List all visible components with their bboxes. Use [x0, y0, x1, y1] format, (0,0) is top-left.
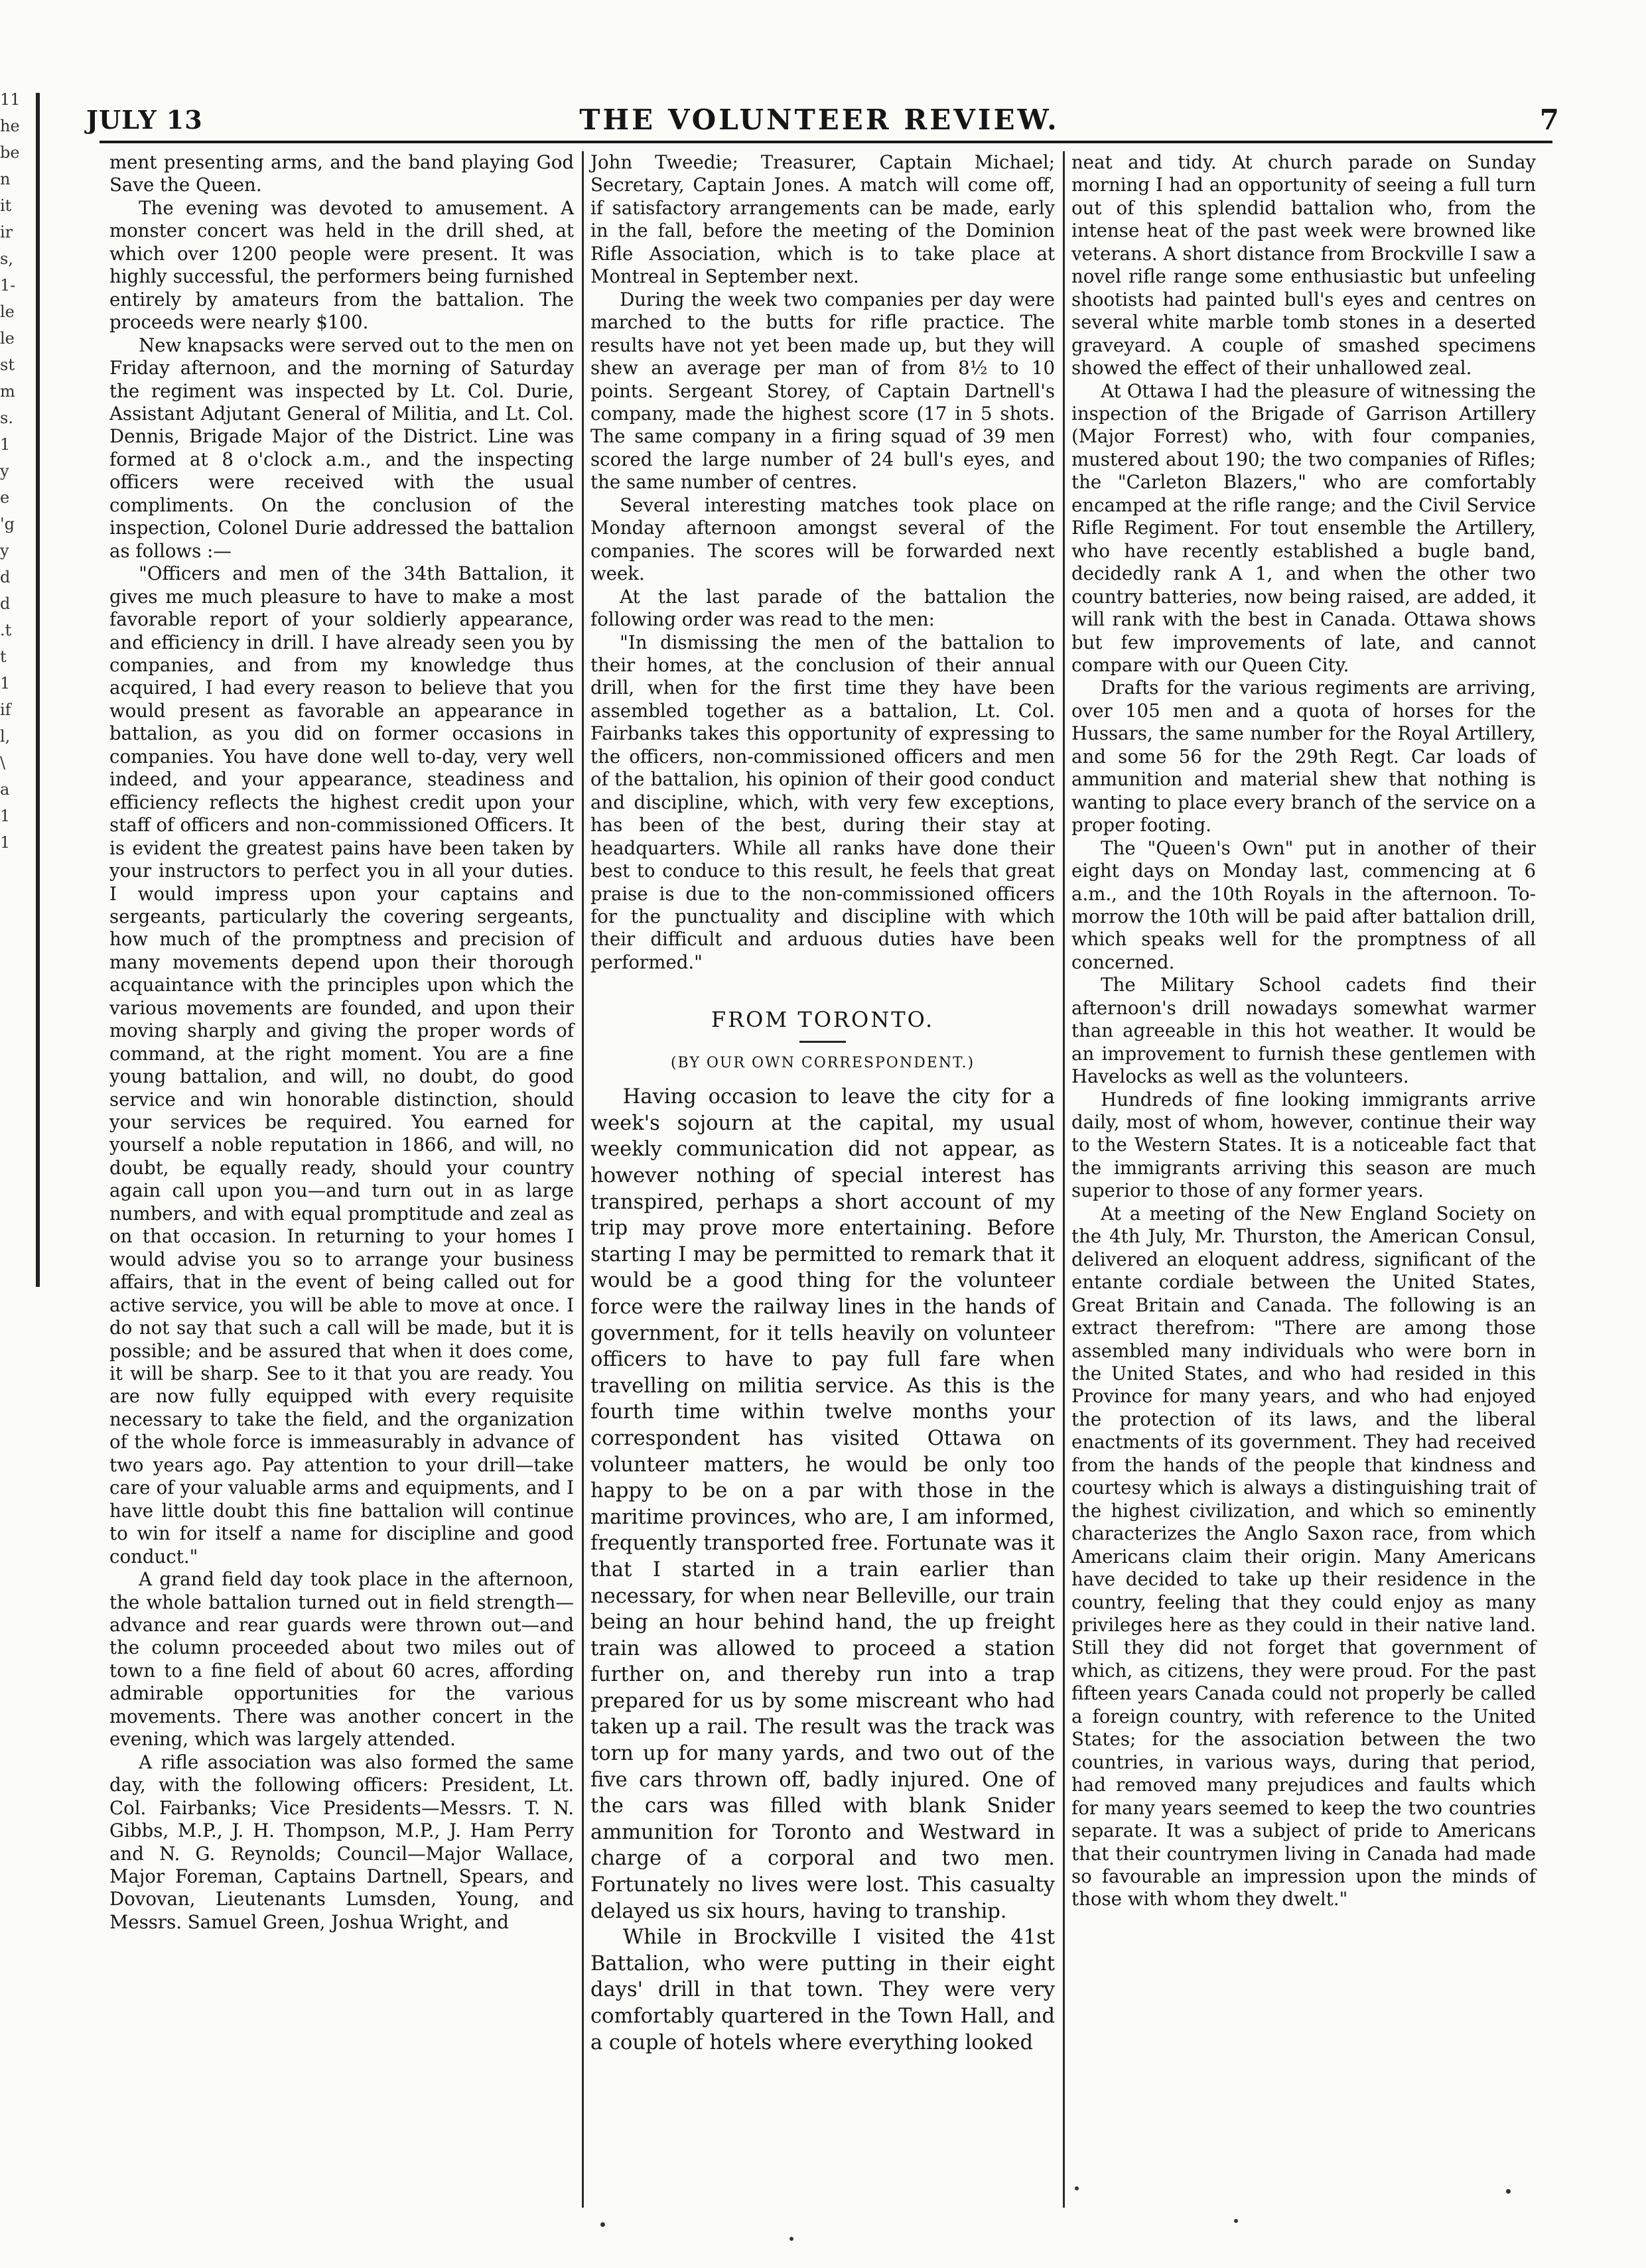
- paragraph: "In dismissing the men of the battalion to their homes, at the conclusion of their annual drill, when for the first time they have been assembled together as a battalion, Lt. Col. Fairbanks takes this opportunity of expressing to the officers, non-commissioned officers and men of the battalion, his opinion of their good conduct and discipline, which, with very few exceptions, has been of the best, during their stay at headquarters. While all ranks have done their best to conduce to this result, he feels that great praise is due to the non-commissioned officers for the punctuality and discipline with which their difficult and arduous duties have been performed.": [590, 631, 1055, 973]
- margin-fragment: 1: [0, 674, 11, 693]
- margin-fragment: s,: [0, 249, 13, 268]
- margin-fragment: 1: [0, 807, 11, 825]
- margin-fragment: 'g: [0, 515, 15, 533]
- paragraph: While in Brockville I visited the 41st Battalion, who were putting in their eight days' drill in that town. They were very comfortably quartered in the Town Hall, and a couple of hotels where everything looked: [590, 1926, 1055, 2054]
- section-byline: (BY OUR OWN CORRESPONDENT.): [670, 1054, 975, 1071]
- section-heading: [590, 1008, 1055, 1075]
- margin-fragment: d: [0, 568, 11, 586]
- margin-fragment: l,: [0, 727, 11, 746]
- section-title: FROM TORONTO.: [711, 1007, 935, 1033]
- margin-fragment: y: [0, 541, 9, 560]
- margin-fragment: be: [0, 143, 20, 162]
- scan-speck: [789, 2237, 793, 2241]
- margin-fragment: d: [0, 594, 11, 613]
- margin-fragment: it: [0, 196, 12, 215]
- paragraph: A rifle association was also formed the same day, with the following officers: President, Lt. Col. Fairbanks; Vice Presidents—Messrs. T. N. Gibbs, M.P., J. H. Thompson, M.P., J. Ham Perry and N. G. Reynolds; Council—Major Wallace, Major Foreman, Captains Dartnell, Spears, and Dovovan, Lieutenants Lumsden, Young, and Messrs. Samuel Green, Joshua Wright, and: [109, 1751, 574, 1933]
- margin-fragment: if: [0, 700, 11, 719]
- margin-fragment: n: [0, 170, 11, 188]
- scan-speck: [1506, 2189, 1511, 2194]
- margin-fragment: le: [0, 329, 15, 348]
- column-3: [1071, 151, 1536, 1911]
- scan-speck: [1234, 2219, 1238, 2223]
- paragraph: neat and tidy. At church parade on Sunday morning I had an opportunity of seeing a full turn out of this splendid battalion who, from the intense heat of the past week were browned like veterans. A short distance from Brockville I saw a novel rifle range some enthusiastic but unfeeling shootists had painted bull's eyes and centres on several white marble tomb stones in a deserted graveyard. A couple of smashed specimens showed the effect of their unhallowed zeal.: [1071, 151, 1536, 379]
- margin-fragment: .t: [0, 621, 12, 639]
- publication-title: THE VOLUNTEER REVIEW.: [579, 103, 1060, 136]
- paragraph: During the week two companies per day were marched to the butts for rifle practice. The results have not yet been made up, but they will shew an average per man of from 8½ to 10 points. Sergeant Storey, of Captain Dartnell's company, made the highest score (17 in 5 shots. The same company in a firing squad of 39 men scored the large number of 24 bull's eyes, and the same number of centres.: [590, 288, 1055, 494]
- header-rule: [100, 141, 1552, 143]
- paragraph: Drafts for the various regiments are arriving, over 105 men and a quota of horses for the Hussars, the same number for the Royal Artillery, and some 56 for the 29th Regt. Car loads of ammunition and material shew that nothing is wanting to place every branch of the service on a proper footing.: [1071, 677, 1536, 836]
- margin-fragment: s.: [0, 409, 13, 427]
- margin-fragment: ir: [0, 223, 13, 241]
- margin-fragment: \: [0, 754, 6, 772]
- margin-fragment: he: [0, 117, 20, 135]
- column-1: [109, 151, 574, 1934]
- column-divider: [582, 151, 584, 2208]
- margin-fragment: 1: [0, 435, 11, 454]
- correspondent-letter: [590, 1084, 1055, 2056]
- issue-date: JULY 13: [86, 105, 203, 135]
- paragraph: ment presenting arms, and the band playing God Save the Queen.: [109, 151, 574, 196]
- paragraph: At a meeting of the New England Society on the 4th July, Mr. Thurston, the American Consul, delivered an eloquent address, significant of the entante cordiale between the United States, Great Britain and Canada. The following is an extract therefrom: "There are among those assembled many individuals who were born in the United States, and who had resided in this Province for many years, and who had enjoyed the protection of its laws, and the liberal enactments of its government. They had received from the hands of the people that kindness and courtesy which is always a distinguishing trait of the highest civilization, and which so eminently characterizes the Anglo Saxon race, from which Americans claim their origin. Many Americans have decided to take up their residence in the country, feeling that they could enjoy as many privileges here as they could in their native land. Still they did not forget that government of which, as citizens, they were proud. For the past fifteen years Canada could not properly be called a foreign country, with reference to the United States; for the association between the two countries, in various ways, during that period, had removed many prejudices and faults which for many years seemed to keep the two countries separate. It was a subject of pride to Americans that their countrymen living in Canada had made so favourable an impression upon the minds of those with whom they dwelt.": [1071, 1202, 1536, 1910]
- scan-speck: [1075, 2186, 1079, 2190]
- margin-fragment: y: [0, 462, 9, 480]
- paragraph: The Military School cadets find their afternoon's drill nowadays somewhat warmer than agreeable in this hot weather. It would be an improvement to furnish these gentlemen with Havelocks as well as the volunteers.: [1071, 974, 1536, 1088]
- margin-fragment: a: [0, 780, 10, 799]
- margin-fragment: e: [0, 488, 10, 507]
- margin-fragment: m: [0, 382, 15, 401]
- paragraph: "Officers and men of the 34th Battalion, it gives me much pleasure to have to make a most favorable report of your soldierly appearance, and efficiency in drill. I have already seen you by companies, and from my knowledge thus acquired, I had every reason to believe that you would present as favorable an appearance in battalion, as you did on former occasions in companies. You have done well to-day, very well indeed, and your appearance, steadiness and efficiency reflects the highest credit upon your staff of officers and non-commissioned Officers. It is evident the greatest pains have been taken by your instructors to perfect you in all your duties. I would impress upon your captains and sergeants, particularly the covering sergeants, how much of the promptness and precision of many movements depend upon their thorough acquaintance with the principles upon which the various movements are founded, and upon their moving sharply and giving the proper words of command, at the right moment. You are a fine young battalion, and will, no doubt, do good service and win honorable distinction, should your services be required. You earned for yourself a noble reputation in 1866, and will, no doubt, be equally ready, should your country again call upon you—and turn out in as large numbers, and with equal promptitude and zeal as on that occasion. In returning to your homes I would advise you so to arrange your business affairs, that in the event of being called out for active service, you will be able to move at once. I do not say that such a call will be made, but it is possible; and be assured that when it does come, it will be sharp. See to it that you are ready. You are now fully equipped with every requisite necessary to take the field, and the organization of the whole force is immeasurably in advance of two years ago. Pay attention to your drill—take care of your valuable arms and equipments, and I have little doubt this fine battalion will continue to win for itself a name for discipline and good conduct.": [109, 563, 574, 1568]
- section-rule: [799, 1041, 846, 1043]
- margin-fragment: 11: [0, 90, 21, 109]
- margin-fragment: t: [0, 647, 7, 666]
- paragraph: The evening was devoted to amusement. A monster concert was held in the drill shed, at which over 1200 people were present. It was highly successful, the performers being furnished entirely by amateurs from the battalion. The proceeds were nearly $100.: [109, 196, 574, 334]
- paragraph: At the last parade of the battalion the following order was read to the men:: [590, 585, 1055, 631]
- left-margin-fragments: [0, 86, 40, 1081]
- column-divider: [1063, 151, 1065, 2208]
- page-number: 7: [1539, 103, 1559, 136]
- column-2: [590, 151, 1055, 2056]
- margin-fragment: 1: [0, 833, 11, 852]
- paragraph: New knapsacks were served out to the men on Friday afternoon, and the morning of Saturday the regiment was inspected by Lt. Col. Durie, Assistant Adjutant General of Militia, and Lt. Col. Dennis, Brigade Major of the District. Line was formed at 8 o'clock a.m., and the inspecting officers were received with the usual compliments. On the conclusion of the inspection, Colonel Durie addressed the battalion as follows :—: [109, 334, 574, 562]
- paragraph: Having occasion to leave the city for a week's sojourn at the capital, my usual weekly communication did not appear, as however nothing of special interest has transpired, perhaps a short account of my trip may prove more entertaining. Before starting I may be permitted to remark that it would be a good thing for the volunteer force were the railway lines in the hands of government, for it tells heavily on volunteer officers to have to pay full fare when travelling on militia service. As this is the fourth time within twelve months your correspondent has visited Ottawa on volunteer matters, he would be only too happy to be on a par with those in the maritime provinces, who are, I am informed, frequently transported free. Fortunate was it that I started in a train earlier than necessary, for when near Belleville, our train being an hour behind hand, the up freight train was allowed to proceed a station further on, and thereby run into a trap prepared for us by some miscreant who had taken up a rail. The result was the track was torn up for many yards, and two out of the five cars thrown off, badly injured. One of the cars was filled with blank Snider ammunition for Toronto and Westward in charge of a corporal and two men. Fortunately no lives were lost. This casualty delayed us six hours, having to tranship.: [590, 1085, 1055, 1923]
- margin-fragment: st: [0, 356, 15, 374]
- scan-speck: [600, 2222, 605, 2227]
- paragraph: At Ottawa I had the pleasure of witnessing the inspection of the Brigade of Garrison Artillery (Major Forrest) who, with four companies, mustered about 190; the two companies of Rifles; the "Carleton Blazers," who are comfortably encamped at the rifle range; and the Civil Service Rifle Regiment. For tout ensemble the Artillery, who have recently established a bugle band, decidedly rank A 1, and when the other two country batteries, now being raised, are added, it will rank with the best in Canada. Ottawa shows but few improvements of late, and cannot compare with our Queen City.: [1071, 379, 1536, 676]
- paragraph: The "Queen's Own" put in another of their eight days on Monday last, commencing at 6 a.m., and the 10th Royals in the afternoon. To-morrow the 10th will be paid after battalion drill, which speaks well for the promptness of all concerned.: [1071, 836, 1536, 973]
- margin-fragment: le: [0, 302, 15, 321]
- paragraph: A grand field day took place in the afternoon, the whole battalion turned out in field strength—advance and rear guards were thrown out—and the column proceeded about two miles out of town to a fine field of about 60 acres, affording admirable opportunities for the various movements. There was another concert in the evening, which was largely attended.: [109, 1568, 574, 1751]
- paragraph: Several interesting matches took place on Monday afternoon amongst several of the companies. The scores will be forwarded next week.: [590, 494, 1055, 585]
- margin-fragment: 1-: [0, 276, 16, 295]
- margin-binding-edge: [36, 93, 40, 1287]
- page-header: [80, 100, 1559, 146]
- paragraph: John Tweedie; Treasurer, Captain Michael; Secretary, Captain Jones. A match will come off, if satisfactory arrangements can be made, early in the fall, before the meeting of the Dominion Rifle Association, which is to take place at Montreal in September next.: [590, 151, 1055, 288]
- paragraph: Hundreds of fine looking immigrants arrive daily, most of whom, however, continue their way to the Western States. It is a noticeable fact that the immigrants arriving this season are much superior to those of any former years.: [1071, 1088, 1536, 1202]
